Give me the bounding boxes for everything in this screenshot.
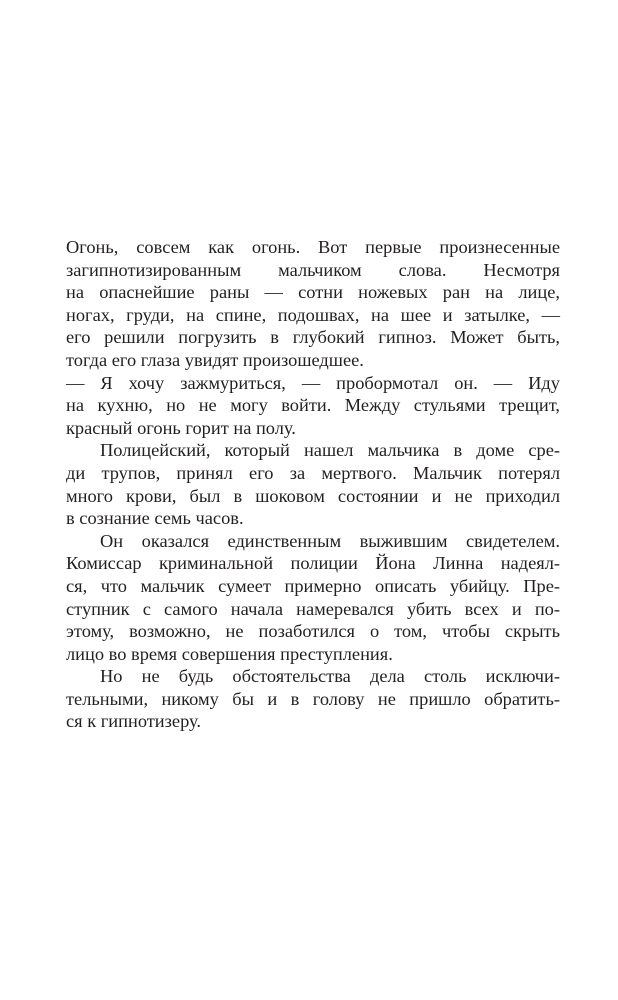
text-line: Комиссар криминальной полиции Йона Линна надеял-	[66, 553, 560, 574]
text-line: ступник с самого начала намеревался убить всех и по-	[66, 598, 560, 619]
text-line: ся, что мальчик сумеет примерно описать убийцу. Пре-	[66, 575, 560, 596]
text-line: Но не будь обстоятельства дела столь исключи-	[100, 666, 560, 687]
text-line: Полицейский, который нашел мальчика в доме сре-	[100, 440, 560, 461]
text-line: Он оказался единственным выжившим свидетелем.	[100, 530, 560, 551]
text-line: ногах, груди, на спине, подошвах, на шее и затылке, —	[66, 304, 560, 325]
text-line: ди трупов, принял его за мертвого. Мальчик потерял	[66, 462, 560, 483]
text-line: этому, возможно, не позаботился о том, чтобы скрыть	[66, 621, 560, 642]
text-line: — Я хочу зажмуриться, — пробормотал он. — Иду	[66, 372, 560, 393]
text-line: Огонь, совсем как огонь. Вот первые произнесенные	[66, 237, 560, 257]
text-line: на опаснейшие раны — сотни ножевых ран на лице,	[66, 282, 560, 303]
text-line: загипнотизированным мальчиком слова. Несмотря	[66, 259, 560, 280]
text-line: тельными, никому бы и в голову не пришло обратить-	[66, 688, 560, 709]
text-line: в сознание семь часов.	[66, 508, 244, 529]
paragraph-fire	[66, 236, 560, 372]
text-line: его решили погрузить в глубокий гипноз. Может быть,	[66, 327, 560, 348]
text-line: тогда его глаза увидят произошедшее.	[66, 349, 364, 370]
body-text	[66, 236, 560, 733]
text-line: много крови, был в шоковом состоянии и не приходил	[66, 485, 560, 506]
text-line: ся к гипнотизеру.	[66, 711, 201, 732]
text-line: красный огонь горит на полу.	[66, 417, 296, 438]
paragraph-policeman	[66, 439, 560, 529]
paragraph-hypnotist	[66, 665, 560, 733]
paragraph-witness	[66, 530, 560, 666]
text-line: на кухню, но не могу войти. Между стульями трещит,	[66, 395, 560, 416]
paragraph-dialogue	[66, 372, 560, 440]
text-line: лицо во время совершения преступления.	[66, 643, 393, 664]
